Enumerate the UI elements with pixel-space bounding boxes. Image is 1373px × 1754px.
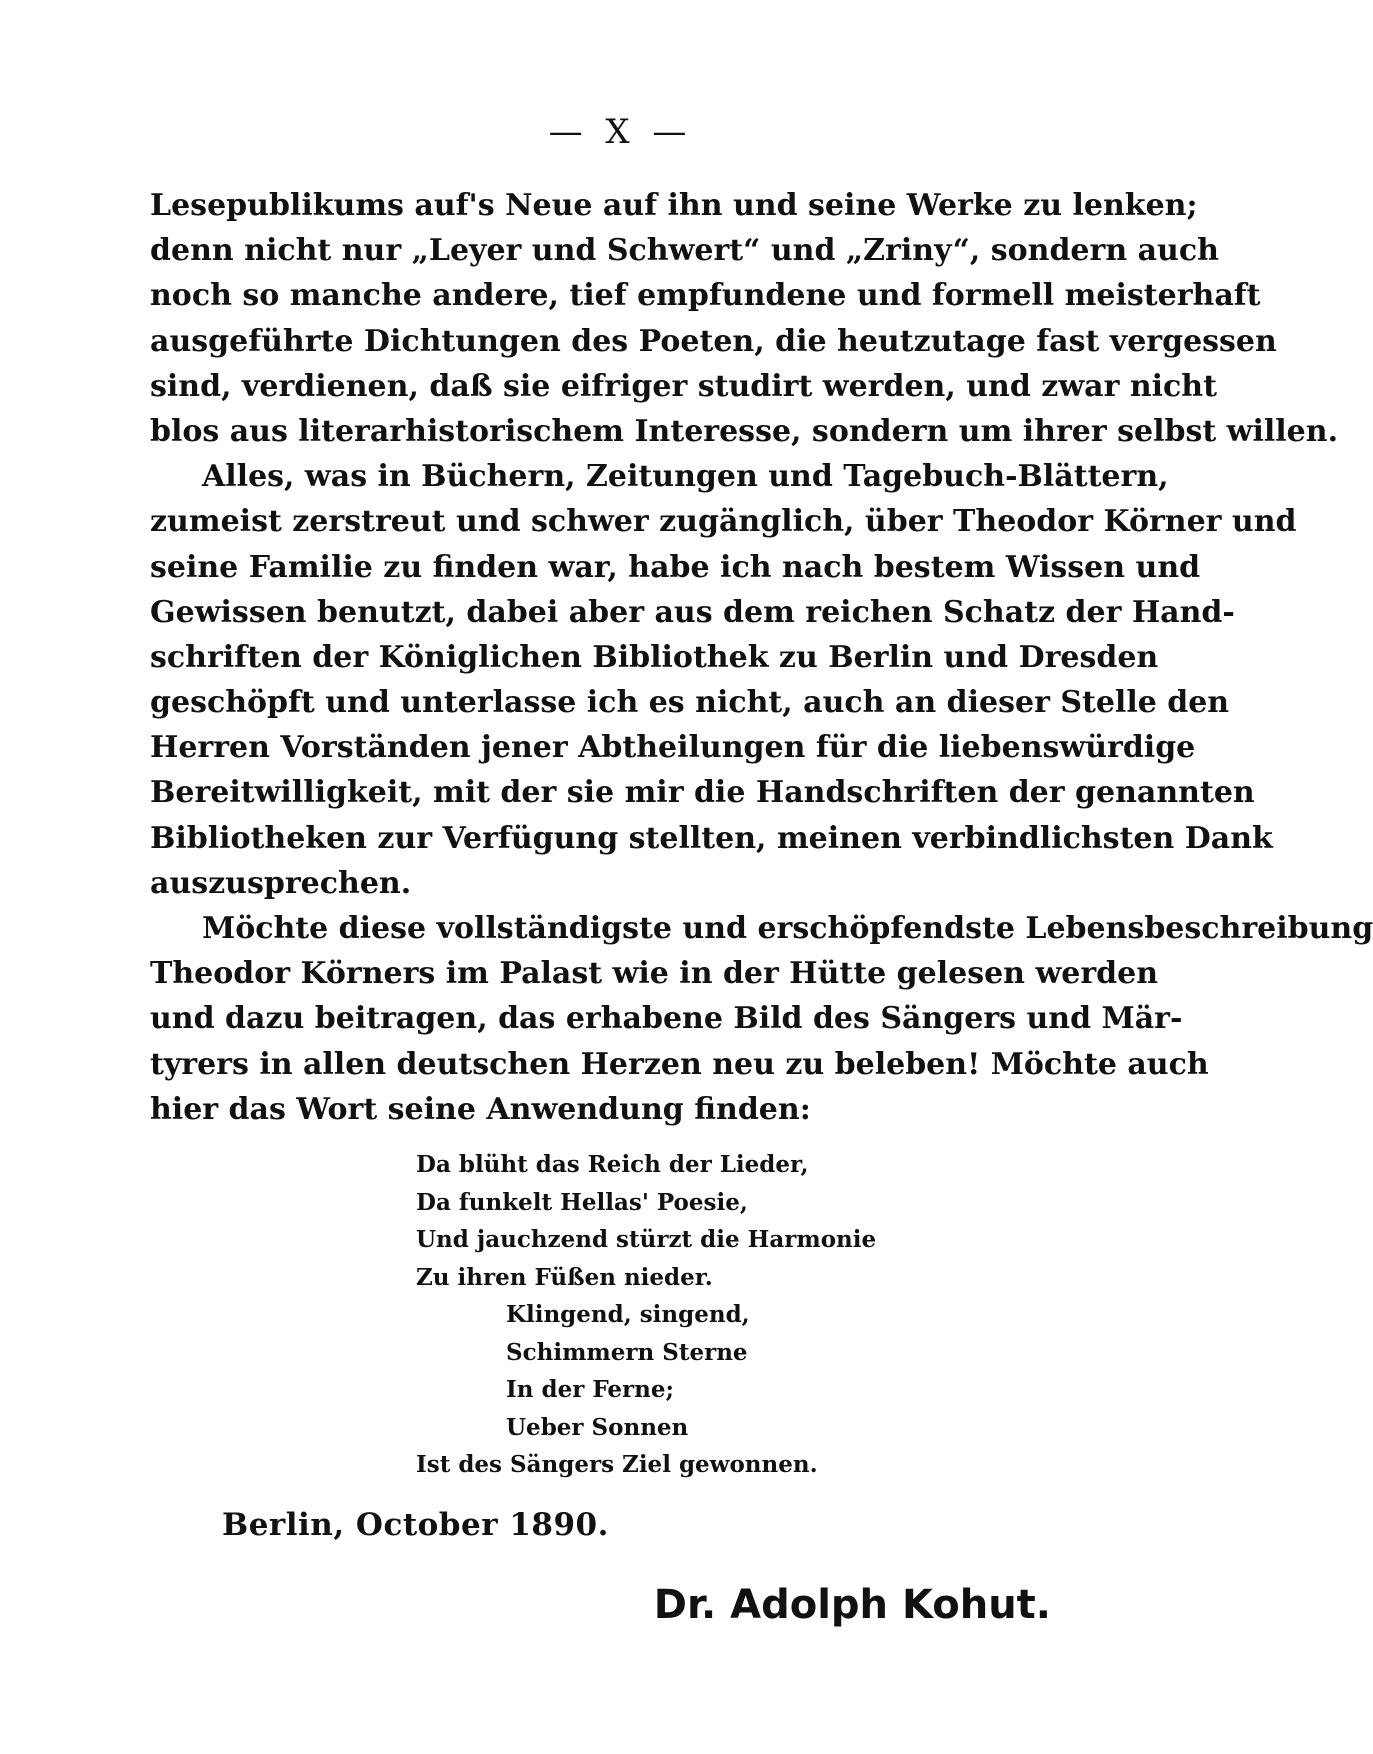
text-line: hier das Wort seine Anwendung finden:: [150, 1091, 811, 1127]
text-line: geschöpft und unterlasse ich es nicht, auch an dieser Stelle den: [150, 685, 1230, 721]
poem-line: Klingend, singend,: [506, 1301, 750, 1328]
text-line: blos aus literarhistorischem Interesse, sondern um ihrer selbst willen.: [150, 413, 1339, 449]
poem-line: Und jauchzend stürzt die Harmonie: [416, 1226, 877, 1253]
poem-line: Schimmern Sterne: [506, 1338, 748, 1366]
place-date: Berlin, October 1890.: [222, 1507, 609, 1543]
text-line: sind, verdienen, daß sie eifriger studirt werden, und zwar nicht: [150, 368, 1217, 404]
text-line: noch so manche andere, tief empfundene und formell meisterhaft: [150, 278, 1261, 314]
text-line: Bibliotheken zur Verfügung stellten, meinen verbindlichsten Dank: [150, 820, 1273, 856]
text-line: und dazu beitragen, das erhabene Bild des Sängers und Mär-: [150, 1001, 1183, 1037]
text-line: Möchte diese vollständigste und erschöpfendste Lebensbeschreibung: [202, 911, 1373, 946]
poem: [416, 1146, 876, 1484]
text-line: auszusprechen.: [150, 865, 412, 901]
author-signature: Dr. Adolph Kohut.: [653, 1582, 1051, 1628]
text-line: zumeist zerstreut und schwer zugänglich, über Theodor Körner und: [150, 504, 1297, 540]
text-line: Lesepublikums auf's Neue auf ihn und seine Werke zu lenken;: [150, 188, 1198, 223]
poem-line: Da funkelt Hellas' Poesie,: [416, 1188, 748, 1216]
text-line: tyrers in allen deutschen Herzen neu zu beleben! Möchte auch: [150, 1046, 1209, 1082]
text-line: schriften der Königlichen Bibliothek zu Berlin und Dresden: [150, 639, 1159, 675]
poem-line: Ist des Sängers Ziel gewonnen.: [416, 1451, 818, 1478]
body-text: [150, 183, 1373, 1132]
poem-line: Ueber Sonnen: [506, 1413, 689, 1441]
poem-line: Zu ihren Füßen nieder.: [416, 1263, 713, 1291]
text-line: denn nicht nur „Leyer und Schwert“ und „Zriny“, sondern auch: [150, 233, 1219, 269]
poem-line: In der Ferne;: [506, 1376, 674, 1403]
poem-line: Da blüht das Reich der Lieder,: [416, 1151, 809, 1178]
text-line: ausgeführte Dichtungen des Poeten, die heutzutage fast vergessen: [150, 323, 1277, 359]
text-line: Alles, was in Büchern, Zeitungen und Tagebuch-Blättern,: [202, 459, 1169, 495]
text-line: Bereitwilligkeit, mit der sie mir die Handschriften der genannten: [150, 775, 1255, 811]
page-number: — X —: [548, 112, 693, 152]
text-line: Herren Vorständen jener Abtheilungen für die liebenswürdige: [150, 730, 1196, 766]
text-line: seine Familie zu finden war, habe ich nach bestem Wissen und: [150, 549, 1201, 585]
text-line: Gewissen benutzt, dabei aber aus dem reichen Schatz der Hand-: [150, 594, 1235, 630]
text-line: Theodor Körners im Palast wie in der Hütte gelesen werden: [150, 956, 1159, 992]
